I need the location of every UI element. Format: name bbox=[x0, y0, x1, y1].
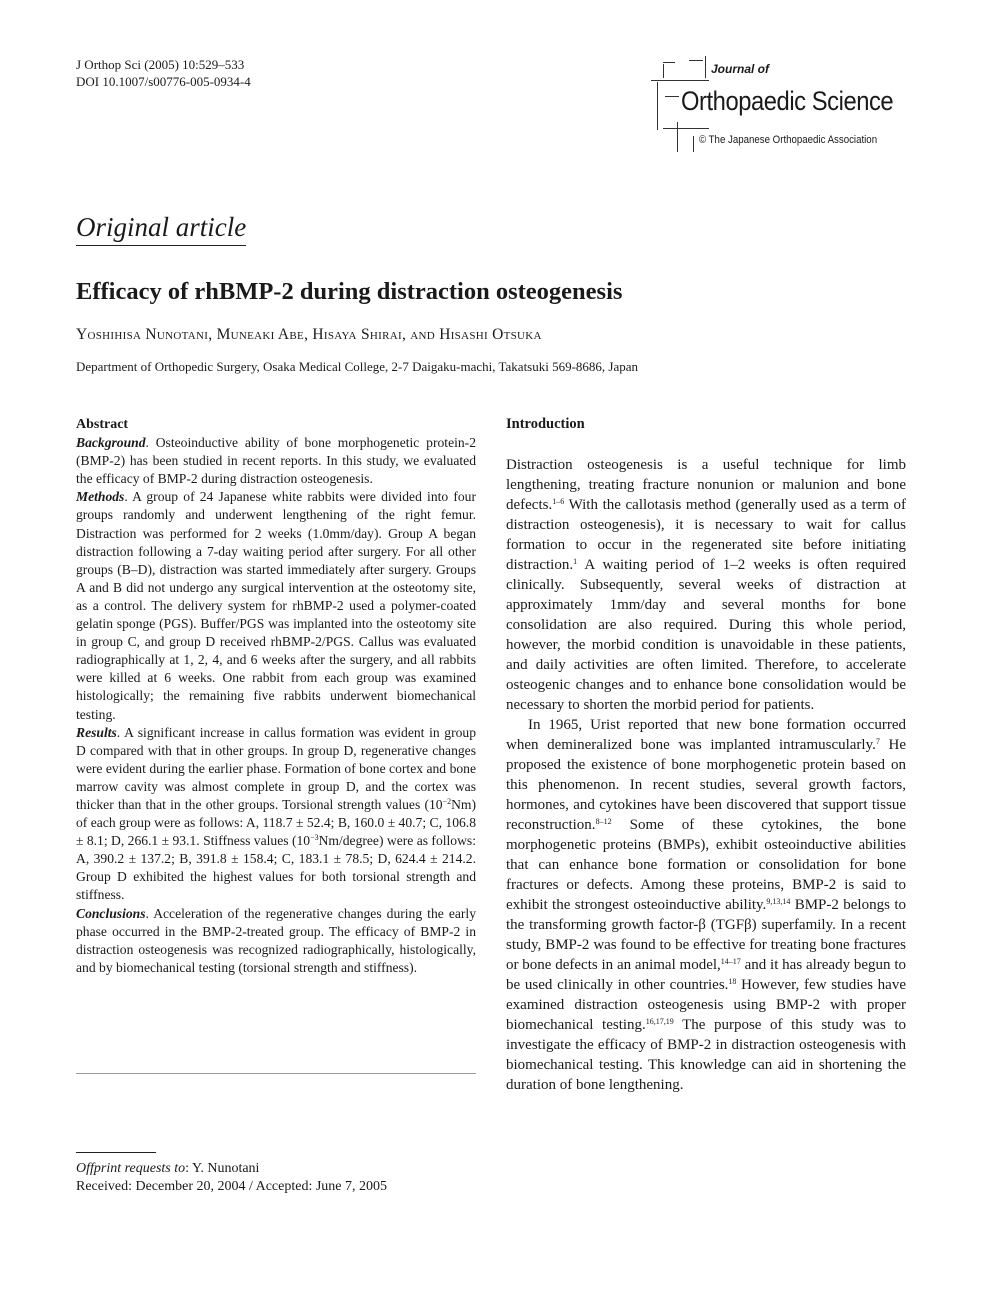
logo-journal-name: Orthopaedic Science bbox=[681, 86, 894, 116]
abstract-divider bbox=[76, 1073, 476, 1074]
abstract-results: Results. A significant increase in callus formation was evident in group D compared with that in other groups. In group D, regenerative changes were evident during the earlier phase. Formation of bone cortex and bone marrow cavity was almost complete in group D, and the cortex was thicker than that in the other groups. Torsional strength values $(10^{-2}Nm)$ of each group were as follows: A, 118.7 ± 52.4; B, 160.0 ± 40.7; C, 106.8 ± 8.1; D, 266.1 ± 93.1. Stiffness values $(10^{-3}Nm/degree)$ were as follows: A, 390.2 ± 137.2; B, 391.8 ± 158.4; C, 183.1 ± 78.5; D, 624.4 ± 214.2. Group D exhibited the highest values for both torsional strength and stiffness. bbox=[76, 724, 476, 903]
abstract-background: Background. Osteoinductive ability of bone morphogenetic protein-2 (BMP-2) has been studied in recent reports. In this study, we evaluated the efficacy of BMP-2 during distraction osteogenesis. bbox=[76, 435, 476, 487]
intro-paragraph-2: In 1965, Urist reported that new bone formation occurred when demineralized bone was implanted intramuscularly.$^7$ He proposed the existence of bone morphogenetic protein based on this phenomenon. In recent studies, several growth factors, hormones, and cytokines have been discovered that support tissue reconstruction.$^{8-12}$ Some of these cytokines, the bone morphogenetic proteins (BMPs), exhibit osteoinductive abilities that can enhance bone formation or consolidation for bone fractures or defects. Among these proteins, BMP-2 is said to exhibit the strongest osteoinductive ability.$^{9,13,14}$ BMP-2 belongs to the transforming growth factor-β (TGFβ) superfamily. In a recent study, BMP-2 was found to be effective for treating bone fractures or bone defects in an animal model,$^{14-17}$ and it has already begun to be used clinically in other countries.$^{18}$ However, few studies have examined distraction osteogenesis using BMP-2 with proper biomechanical testing.$^{16,17,19}$ The purpose of this study was to investigate the efficacy of BMP-2 in distraction osteogenesis with biomechanical testing. This knowledge can aid in shortening the duration of bone lengthening. bbox=[506, 717, 907, 1093]
introduction-heading: Introduction bbox=[506, 416, 585, 432]
footnote bbox=[76, 1160, 387, 1196]
journal-logo bbox=[643, 56, 943, 156]
article-title: Efficacy of rhBMP-2 during distraction osteogenesis bbox=[76, 278, 623, 305]
abstract-methods: Methods. A group of 24 Japanese white rabbits were divided into four groups randomly and underwent lengthening of the right femur. Distraction was performed for 2 weeks (1.0mm/day). Group A began distraction following a 7-day waiting period after surgery. For all other groups (B–D), distraction was started immediately after surgery. Groups A and B did not undergo any surgical intervention at the osteotomy site, as a control. The delivery system for rhBMP-2 used a polymer-coated gelatin sponge (PGS). Buffer/PGS was implanted into the osteotomy site in group C, and group D received rhBMP-2/PGS. Callus was evaluated radiographically at 1, 2, 4, and 6 weeks after the surgery, and all rabbits were killed at 6 weeks. One rabbit from each group was examined histologically; the remaining five rabbits underwent biomechanical testing. bbox=[76, 489, 476, 722]
citation: J Orthop Sci (2005) 10:529–533 bbox=[76, 57, 245, 72]
affiliation: Department of Orthopedic Surgery, Osaka Medical College, 2-7 Daigaku-machi, Takatsuki 569-8686, Japan bbox=[76, 359, 639, 374]
footnote-divider bbox=[76, 1152, 156, 1153]
running-header bbox=[76, 56, 251, 90]
received-accepted: Received: December 20, 2004 / Accepted: June 7, 2005 bbox=[76, 1179, 388, 1194]
offprint-requests: Offprint requests to: Y. Nunotani bbox=[76, 1161, 260, 1176]
introduction bbox=[506, 416, 906, 1095]
intro-paragraph-1: Distraction osteogenesis is a useful technique for limb lengthening, treating fracture nonunion or malunion and bone defects.$^{1-6}$ With the callotasis method (generally used as a term of distraction osteogenesis), it is necessary to wait for callus formation to occur in the regenerated site before initiating distraction.$^1$ A waiting period of 1–2 weeks is often required clinically. Subsequently, several weeks of distraction at approximately 1mm/day and several months for bone consolidation are also required. During this whole period, however, the morbid condition is unavoidable in these patients, and daily activities are often limited. Therefore, to accelerate osteogenic changes and to enhance bone consolidation would be necessary to shorten the morbid period for patients. bbox=[506, 457, 906, 713]
abstract-heading: Abstract bbox=[76, 417, 129, 432]
abstract bbox=[76, 416, 476, 977]
authors: Yoshihisa Nunotani, Muneaki Abe, Hisaya Shirai, and Hisashi Otsuka bbox=[76, 326, 542, 343]
doi: DOI 10.1007/s00776-005-0934-4 bbox=[76, 74, 251, 89]
logo-journal-of: Journal of bbox=[711, 62, 770, 76]
article-type: Original article bbox=[76, 212, 246, 246]
abstract-conclusions: Conclusions. Acceleration of the regenerative changes during the early phase occurred in the BMP-2-treated group. The efficacy of BMP-2 in distraction osteogenesis was recognized radiographically, histologically, and by biomechanical testing (torsional strength and stiffness). bbox=[76, 905, 476, 975]
logo-association: © The Japanese Orthopaedic Association bbox=[699, 134, 878, 146]
